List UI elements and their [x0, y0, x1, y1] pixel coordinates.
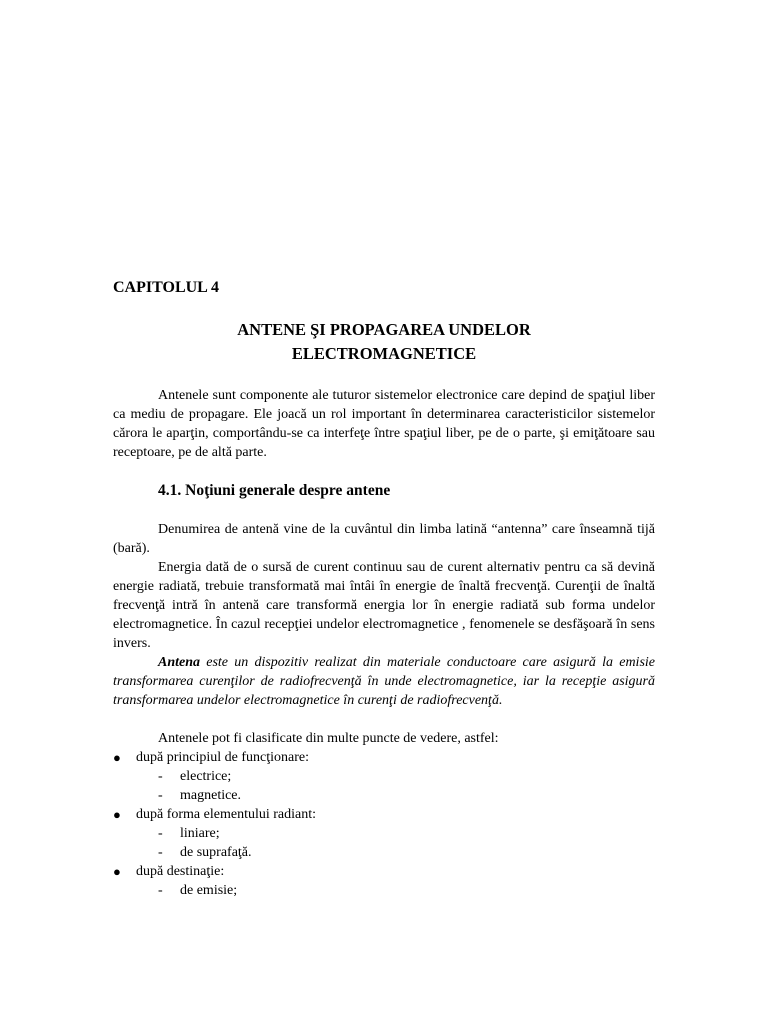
list-item-label: după principiul de funcţionare:	[136, 750, 309, 765]
definition-term: Antena	[158, 655, 201, 670]
paragraph-energy: Energia dată de o sursă de curent continuu sau de curent alternativ pentru ca să devină energie radiată, trebuie transformată mai întâi în energie de înaltă frecvenţă. Curenţii de înaltă frecvenţă intră în antenă care transformă energia lor în energie radiată sub forma undelor electromagnetice. În cazul recepţiei undelor electromagnetice , fenomenele se desfăşoară în sens invers.	[113, 560, 655, 651]
dash-icon: -	[158, 883, 163, 898]
sub-list-item-label: de suprafaţă.	[180, 845, 252, 860]
dash-icon: -	[158, 788, 163, 803]
dash-icon: -	[158, 826, 163, 841]
chapter-label: CAPITOLUL 4	[113, 279, 219, 296]
bullet-icon: ●	[113, 864, 121, 879]
sub-list-item-label: magnetice.	[180, 788, 242, 803]
definition-paragraph	[113, 653, 655, 710]
sub-list-item-label: de emisie;	[180, 883, 238, 898]
definition-text: este un dispozitiv realizat din materiale conductoare care asigură la emisie transformarea curenţilor de radiofrecvenţă în unde electromagnetice, iar la recepţie asigură transformarea undelor electromagnetice în curenţi de radiofrecvenţă.	[113, 655, 655, 708]
list-item-label: după forma elementului radiant:	[136, 807, 316, 822]
dash-icon: -	[158, 845, 163, 860]
sub-list-item-label: liniare;	[180, 826, 220, 841]
sub-list-item-label: electrice;	[180, 769, 232, 784]
paragraph-name-origin: Denumirea de antenă vine de la cuvântul din limba latină “antenna” care înseamnă tijă (bară).	[113, 522, 655, 556]
bullet-icon: ●	[113, 750, 121, 765]
chapter-title-line-2: ELECTROMAGNETICE	[291, 344, 477, 363]
chapter-title-line-1: ANTENE ŞI PROPAGAREA UNDELOR	[237, 320, 531, 339]
intro-paragraph: Antenele sunt componente ale tuturor sistemelor electronice care depind de spaţiul liber ca mediu de propagare. Ele joacă un rol important în determinarea caracteristicilor sistemelor cărora le aparţin, comportându-se ca interfeţe între spaţiul liber, pe de o parte, şi emiţătoare sau receptoare, pe de altă parte.	[113, 388, 655, 460]
paragraph-classification: Antenele pot fi clasificate din multe puncte de vedere, astfel:	[158, 731, 499, 746]
chapter-title	[113, 318, 655, 366]
dash-icon: -	[158, 769, 163, 784]
section-heading: 4.1. Noţiuni generale despre antene	[158, 482, 391, 499]
bullet-icon: ●	[113, 807, 121, 822]
list-item-label: după destinaţie:	[136, 864, 225, 879]
